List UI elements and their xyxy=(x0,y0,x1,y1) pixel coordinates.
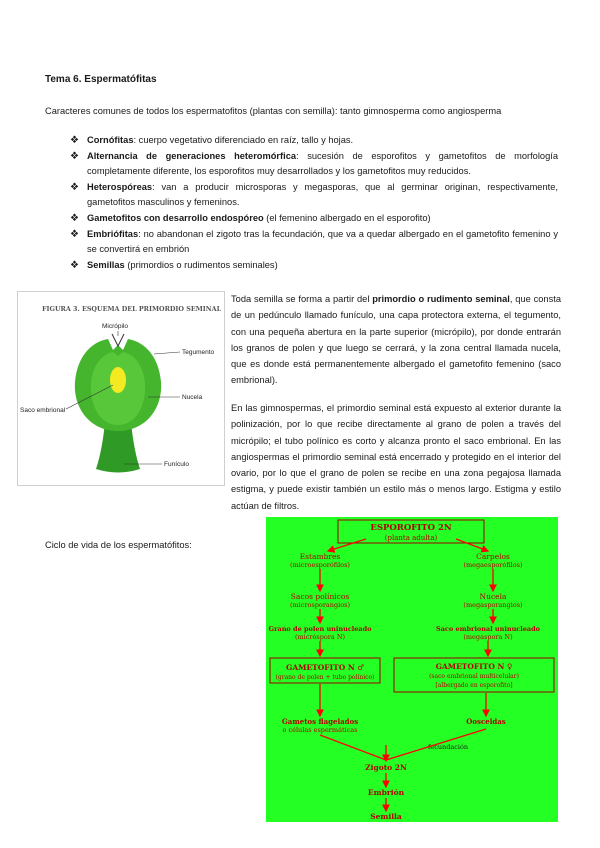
gametofito-m-sub: (grano de polen + tubo polínico) xyxy=(275,674,375,681)
paragraph-primordio: Toda semilla se forma a partir del primordio o rudimento seminal, que consta de un pedúnculo llamado funículo, una capa protectora externa, el tegumento, con una pequeña abertura en la parte superior (micrópilo), por donde entrarán los granos de polen y que luego se cerrará, y la zona central llamada nucela, que es donde está permanentemente albergado el gametofito femenino (saco embrional). xyxy=(231,294,562,386)
label-nucela: Nucela xyxy=(182,394,203,401)
esporofito-title: ESPOROFITO 2N xyxy=(370,523,452,533)
life-cycle-diagram xyxy=(266,517,558,822)
label-micropilo: Micrópilo xyxy=(102,323,129,330)
embryo-sac-shape xyxy=(110,367,126,393)
grano-polen-sub: (micróspora N) xyxy=(294,633,346,641)
figure-caption: FIGURA 3. ESQUEMA DEL PRIMORDIO SEMINAL xyxy=(42,305,222,313)
label-tegumento: Tegumento xyxy=(182,349,215,356)
diamond-bullet-icon: ❖ xyxy=(70,182,79,193)
esporofito-subtitle: (planta adulta) xyxy=(384,534,438,542)
gametos-sub: o células espermáticas xyxy=(282,726,358,734)
diamond-bullet-icon: ❖ xyxy=(70,229,79,240)
fecundacion-label: fecundación xyxy=(427,743,469,751)
list-item: ❖ Cornófitas: cuerpo vegetativo diferenciado en raíz, tallo y hojas. xyxy=(70,135,354,146)
sacos-polinicos-sub: (microsporangios) xyxy=(289,601,351,609)
estambres-sub: (microesporófilos) xyxy=(290,561,350,569)
paragraph-gimno-angio: En las gimnospermas, el primordio seminal está expuesto al exterior durante la polinización, por lo que recibe directamente al grano de polen a través del micrópilo; el tubo polínico es corto y alcanza pronto el saco embrional. En las angiospermas el primordio seminal está encerrado y protegido en el interior del ovario, por lo que el grano de polen se recibe en una zona pegajosa llamada estigma, y puede existir también un estilo más o menos largo. Estigma y estilo actúan de filtros. xyxy=(231,403,561,511)
intro-text: Caracteres comunes de todos los espermatofitos (plantas con semilla): tanto gimnosperma como angiosperma xyxy=(45,106,502,116)
semilla-label: Semilla xyxy=(370,812,402,821)
saco-embrional-sub: (megaspora N) xyxy=(463,633,513,641)
grano-polen-label: Grano de polen uninucleado xyxy=(268,625,372,633)
diamond-bullet-icon: ❖ xyxy=(70,260,79,271)
document-title: Tema 6. Espermatófitas xyxy=(45,74,157,85)
gametofito-m-label: GAMETOFITO N ♂ xyxy=(285,663,365,672)
diamond-bullet-icon: ❖ xyxy=(70,213,79,224)
list-item: ❖ Alternancia de generaciones heteromórfica: sucesión de esporofitos y gametofitos de morfología completamente diferente, los esporofitos muy desarrollados y los gametofitos muy reducidos. xyxy=(70,151,559,176)
list-item: ❖ Heterospóreas: van a producir microsporas y megasporas, que al germinar originan, respectivamente, gametofitos masculinos y femeninos. xyxy=(70,182,558,207)
estambres-label: Estambres xyxy=(299,552,341,561)
embrion-label: Embrión xyxy=(367,788,405,797)
diamond-bullet-icon: ❖ xyxy=(70,151,79,162)
nucela-label: Nucela xyxy=(479,592,507,601)
nucela-sub: (megasporangios) xyxy=(463,601,523,609)
saco-embrional-label: Saco embrional uninucleado xyxy=(436,625,540,633)
cycle-label: Ciclo de vida de los espermatófitos: xyxy=(45,540,192,550)
gametofito-f-sub2: [albergado en esporofito] xyxy=(435,682,513,689)
oosceldas-label: Oosceldas xyxy=(466,717,506,726)
sacos-polinicos-label: Sacos polínicos xyxy=(290,592,350,601)
gametofito-f-label: GAMETOFITO N ♀ xyxy=(435,662,513,671)
list-item: ❖ Semillas (primordios o rudimentos seminales) xyxy=(70,260,278,271)
diamond-bullet-icon: ❖ xyxy=(70,135,79,146)
carpelos-label: Carpelos xyxy=(476,552,510,561)
features-list xyxy=(70,133,558,274)
carpelos-sub: (megaesporófilos) xyxy=(463,561,523,569)
zigoto-label: Zigoto 2N xyxy=(365,763,407,772)
ovule-diagram xyxy=(17,291,225,486)
label-saco-embrional: Saco embrional xyxy=(20,407,66,414)
gametofito-f-sub: (saco embrional multicelular) xyxy=(429,673,519,680)
label-funiculo: Funículo xyxy=(164,461,189,468)
gametos-label: Gametos flagelados xyxy=(281,717,359,726)
list-item: ❖ Gametofitos con desarrollo endospóreo (el femenino albergado en el esporofito) xyxy=(70,213,431,224)
list-item: ❖ Embriófitas: no abandonan el zigoto tras la fecundación, que va a quedar albergado en el gametofito femenino y se convertirá en embrión xyxy=(70,229,558,254)
